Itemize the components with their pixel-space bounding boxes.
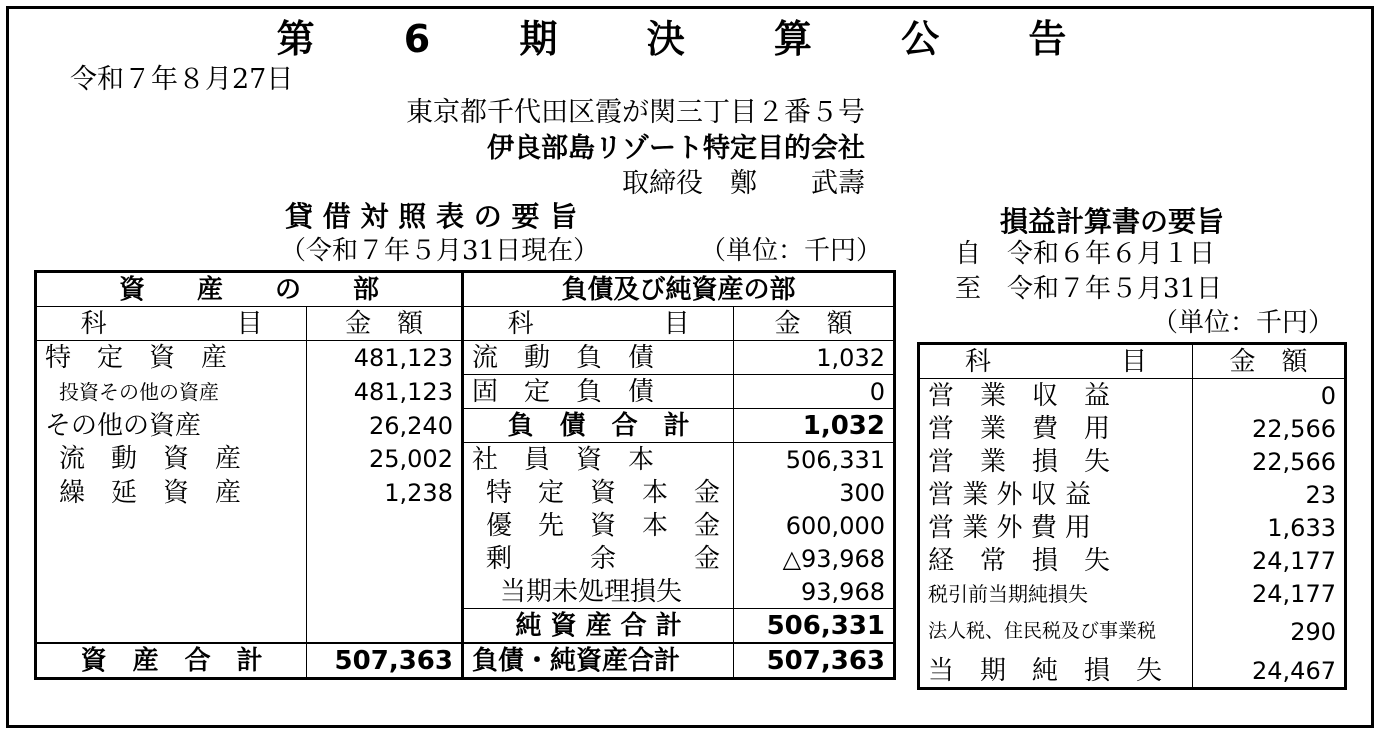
bs-unit: （単位：千円） bbox=[700, 236, 883, 266]
pl-row-value: 290 bbox=[1192, 610, 1345, 654]
pl-row-label: 税引前当期純損失 bbox=[928, 581, 1088, 606]
asset-label: その他の資産 bbox=[45, 410, 202, 441]
pl-row-label: 営 業 費 用 bbox=[928, 413, 1111, 444]
pl-row-label: 法人税、住民税及び事業税 bbox=[928, 620, 1157, 643]
empty-cell bbox=[36, 542, 307, 575]
liab-label: 固 定 負 債 bbox=[462, 375, 733, 409]
liab-col-item: 科 目 bbox=[462, 307, 733, 341]
assets-total-value: 507,363 bbox=[307, 643, 463, 679]
empty-cell bbox=[307, 509, 463, 542]
pl-row-value: 24,467 bbox=[1192, 654, 1345, 689]
assets-col-amount: 金 額 bbox=[307, 307, 463, 341]
equity-value: 300 bbox=[734, 476, 895, 509]
asset-label: 投資その他の資産 bbox=[59, 379, 219, 404]
equity-label: 社 員 資 本 bbox=[462, 443, 733, 477]
liab-col-amount: 金 額 bbox=[734, 307, 895, 341]
pl-row-value: 23 bbox=[1192, 478, 1345, 511]
equity-value: 600,000 bbox=[734, 509, 895, 542]
pl-title: 損益計算書の要旨 bbox=[1000, 205, 1225, 238]
equity-value: △93,968 bbox=[734, 542, 895, 575]
pl-unit: （単位：千円） bbox=[1152, 308, 1335, 338]
assets-total-label: 資 産 合 計 bbox=[80, 645, 263, 676]
company-address: 東京都千代田区霞が関三丁目２番５号 bbox=[406, 97, 865, 128]
equity-total-value: 506,331 bbox=[734, 609, 895, 644]
empty-cell bbox=[36, 509, 307, 542]
equity-label: 特 定 資 本 金 bbox=[462, 476, 733, 509]
pl-row-label: 経 常 損 失 bbox=[928, 545, 1111, 576]
assets-section-header: 資 産 の 部 bbox=[118, 274, 379, 305]
assets-col-item: 科 目 bbox=[80, 308, 263, 339]
asset-label: 特 定 資 産 bbox=[45, 342, 228, 373]
asset-label: 繰 延 資 産 bbox=[59, 477, 242, 508]
pl-period-to: 至 令和７年５月31日 bbox=[955, 274, 1223, 304]
equity-label: 剰 余 金 bbox=[462, 542, 733, 575]
asset-value: 1,238 bbox=[307, 476, 463, 509]
liab-total-label: 負 債 合 計 bbox=[462, 409, 733, 443]
asset-value: 26,240 bbox=[307, 409, 463, 443]
equity-label: 当期未処理損失 bbox=[462, 575, 733, 609]
liab-section-header: 負債及び純資産の部 bbox=[462, 272, 894, 307]
pl-row-value: 24,177 bbox=[1192, 544, 1345, 577]
empty-cell bbox=[307, 609, 463, 644]
equity-label: 優 先 資 本 金 bbox=[462, 509, 733, 542]
empty-cell bbox=[307, 542, 463, 575]
equity-value: 93,968 bbox=[734, 575, 895, 609]
balance-sheet-table bbox=[34, 270, 896, 680]
pl-row-label: 営 業 外 費 用 bbox=[928, 512, 1092, 543]
pl-row-value: 0 bbox=[1192, 379, 1345, 413]
pl-col-item: 科 目 bbox=[964, 346, 1147, 377]
pl-row-label: 当 期 純 損 失 bbox=[928, 655, 1163, 686]
pl-row-value: 22,566 bbox=[1192, 445, 1345, 478]
company-name: 伊良部島リゾート特定目的会社 bbox=[487, 133, 865, 164]
pl-period-from: 自 令和６年６月１日 bbox=[955, 239, 1216, 269]
equity-value: 506,331 bbox=[734, 443, 895, 477]
grand-total-value: 507,363 bbox=[734, 643, 895, 679]
grand-total-label: 負債・純資産合計 bbox=[462, 643, 733, 679]
notice-date: 令和７年８月27日 bbox=[70, 64, 294, 95]
bs-as-of: （令和７年５月31日現在） bbox=[280, 236, 600, 266]
empty-cell bbox=[36, 575, 307, 609]
liab-label: 流 動 負 債 bbox=[462, 341, 733, 375]
pl-row-label: 営 業 損 失 bbox=[928, 446, 1111, 477]
empty-cell bbox=[36, 609, 307, 644]
pl-row-label: 営 業 収 益 bbox=[928, 380, 1111, 411]
liab-total-value: 1,032 bbox=[734, 409, 895, 443]
income-statement-table bbox=[917, 342, 1347, 690]
equity-total-label: 純 資 産 合 計 bbox=[462, 609, 733, 644]
asset-value: 481,123 bbox=[307, 375, 463, 409]
asset-label: 流 動 資 産 bbox=[59, 444, 242, 475]
liab-value: 1,032 bbox=[734, 341, 895, 375]
bs-title: 貸 借 対 照 表 の 要 旨 bbox=[285, 200, 578, 233]
empty-cell bbox=[307, 575, 463, 609]
pl-col-amount: 金 額 bbox=[1192, 344, 1345, 379]
liab-value: 0 bbox=[734, 375, 895, 409]
representative: 取締役 鄭 武壽 bbox=[622, 168, 865, 199]
asset-value: 25,002 bbox=[307, 443, 463, 477]
notice-title: 第 6 期 決 算 公 告 bbox=[276, 17, 1105, 61]
asset-value: 481,123 bbox=[307, 341, 463, 375]
pl-row-value: 24,177 bbox=[1192, 577, 1345, 610]
pl-row-label: 営 業 外 収 益 bbox=[928, 479, 1092, 510]
pl-row-value: 1,633 bbox=[1192, 511, 1345, 544]
pl-row-value: 22,566 bbox=[1192, 412, 1345, 445]
